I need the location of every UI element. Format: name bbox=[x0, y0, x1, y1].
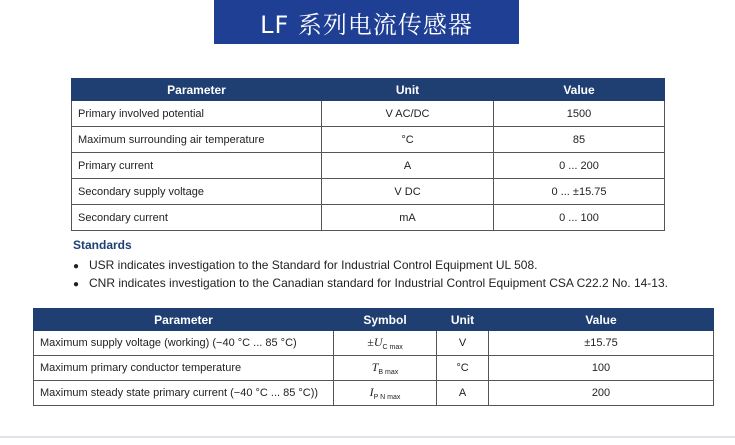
unit-cell: V bbox=[437, 331, 489, 356]
unit-cell: A bbox=[322, 153, 494, 179]
symbol-cell bbox=[334, 381, 437, 406]
standard-text: USR indicates investigation to the Standard for Industrial Control Equipment UL 508. bbox=[89, 258, 538, 272]
symbol-main: T bbox=[371, 360, 379, 374]
parameter-cell: Primary current bbox=[72, 153, 322, 179]
unit-cell: °C bbox=[322, 127, 494, 153]
value-cell: 100 bbox=[489, 356, 714, 381]
symbol-cell bbox=[334, 331, 437, 356]
bullet-icon: ● bbox=[73, 279, 80, 290]
title-banner bbox=[214, 0, 519, 44]
parameter-cell: Secondary supply voltage bbox=[72, 179, 322, 205]
unit-cell: V DC bbox=[322, 179, 494, 205]
value-cell: 200 bbox=[489, 381, 714, 406]
column-header-unit: Unit bbox=[322, 79, 494, 101]
parameter-cell: Maximum surrounding air temperature bbox=[72, 127, 322, 153]
unit-cell: mA bbox=[322, 205, 494, 231]
value-cell: 0 ... ±15.75 bbox=[494, 179, 665, 205]
table-header-row bbox=[72, 79, 665, 101]
unit-cell: °C bbox=[437, 356, 489, 381]
column-header-parameter: Parameter bbox=[34, 309, 334, 331]
symbol-main: I bbox=[369, 385, 374, 399]
page-title: LF 系列电流传感器 bbox=[260, 10, 473, 39]
value-cell: 0 ... 200 bbox=[494, 153, 665, 179]
ratings-table bbox=[71, 78, 665, 231]
symbol-prefix: ± bbox=[367, 335, 374, 349]
symbol-subscript: B max bbox=[378, 369, 399, 376]
standard-text: CNR indicates investigation to the Canadian standard for Industrial Control Equipment CSA C22.2 No. 14-13. bbox=[89, 276, 668, 290]
parameter-cell: Maximum supply voltage (working) (−40 °C ... 85 °C) bbox=[34, 331, 334, 356]
table-row bbox=[72, 205, 665, 231]
column-header-unit: Unit bbox=[437, 309, 489, 331]
bullet-icon: ● bbox=[73, 261, 80, 272]
value-cell: 0 ... 100 bbox=[494, 205, 665, 231]
column-header-parameter: Parameter bbox=[72, 79, 322, 101]
parameter-cell: Primary involved potential bbox=[72, 101, 322, 127]
value-cell: ±15.75 bbox=[489, 331, 714, 356]
value-cell: 85 bbox=[494, 127, 665, 153]
list-item bbox=[73, 256, 668, 274]
symbol-main: U bbox=[373, 335, 383, 349]
column-header-symbol: Symbol bbox=[334, 309, 437, 331]
list-item bbox=[73, 274, 668, 292]
unit-cell: V AC/DC bbox=[322, 101, 494, 127]
parameter-cell: Maximum steady state primary current (−40 °C ... 85 °C)) bbox=[34, 381, 334, 406]
table-row bbox=[34, 381, 714, 406]
parameter-cell: Maximum primary conductor temperature bbox=[34, 356, 334, 381]
value-cell: 1500 bbox=[494, 101, 665, 127]
parameter-cell: Secondary current bbox=[72, 205, 322, 231]
symbol-subscript: C max bbox=[382, 344, 403, 351]
table-header-row bbox=[34, 309, 714, 331]
bottom-divider bbox=[0, 436, 735, 438]
table-row bbox=[34, 356, 714, 381]
table-row bbox=[72, 153, 665, 179]
symbol-subscript: P N max bbox=[373, 394, 401, 401]
standards-list bbox=[73, 256, 668, 292]
standards-heading: Standards bbox=[73, 238, 132, 252]
table-row bbox=[72, 101, 665, 127]
column-header-value: Value bbox=[489, 309, 714, 331]
table-row bbox=[72, 127, 665, 153]
column-header-value: Value bbox=[494, 79, 665, 101]
table-row bbox=[34, 331, 714, 356]
table-row bbox=[72, 179, 665, 205]
symbol-cell bbox=[334, 356, 437, 381]
absolute-ratings-table bbox=[33, 308, 714, 406]
unit-cell: A bbox=[437, 381, 489, 406]
